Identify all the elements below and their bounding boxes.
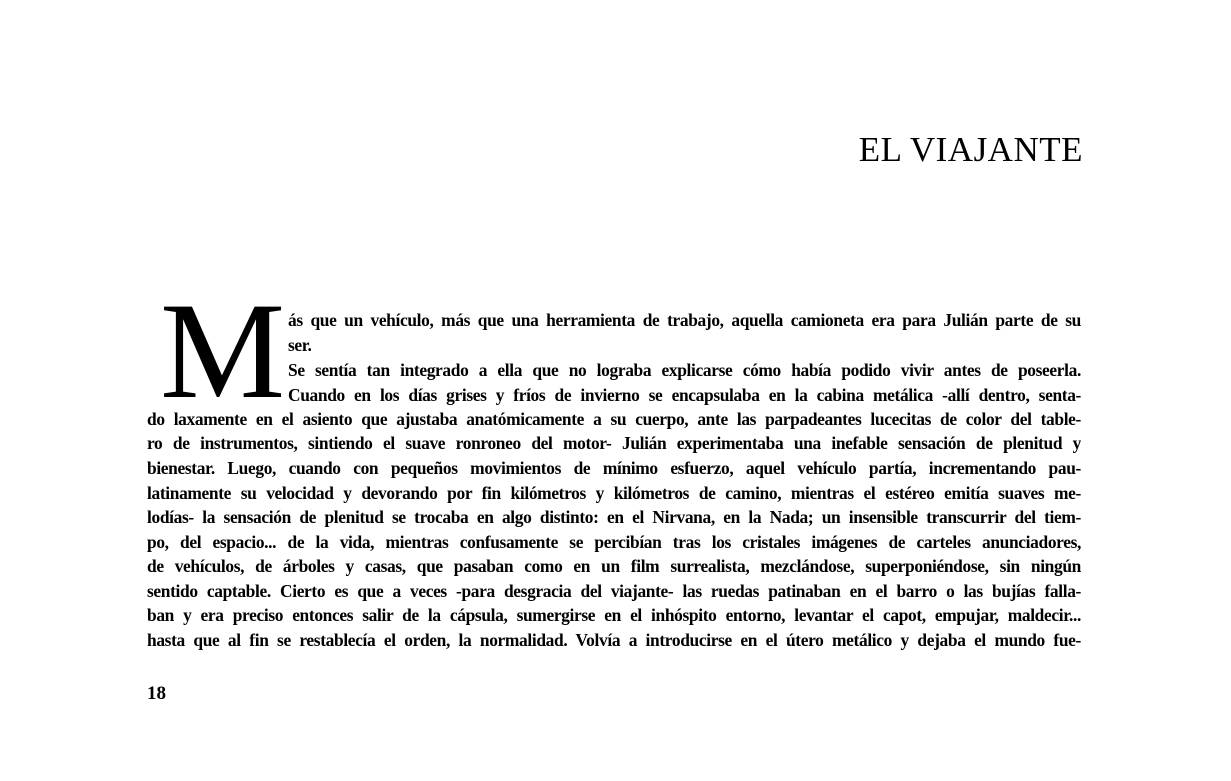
text-line: latinamente su velocidad y devorando por fin kilómetros y kilómetros de camino, mientras el estéreo emitía suaves me- <box>147 483 1081 503</box>
text-line: bienestar. Luego, cuando con pequeños movimientos de mínimo esfuerzo, aquel vehículo partía, incrementando pau- <box>147 458 1081 478</box>
text-line: ás que un vehículo, más que una herramienta de trabajo, aquella camioneta era para Julián parte de su <box>288 310 1081 330</box>
text-line: hasta que al fin se restablecía el orden, la normalidad. Volvía a introducirse en el útero metálico y dejaba el mundo fue- <box>147 630 1081 650</box>
text-line: lodías- la sensación de plenitud se trocaba en algo distinto: en el Nirvana, en la Nada; un insensible transcurrir del tiem- <box>147 507 1081 527</box>
text-line: Se sentía tan integrado a ella que no lograba explicarse cómo había podido vivir antes de poseerla. <box>288 360 1081 380</box>
text-line: sentido captable. Cierto es que a veces -para desgracia del viajante- las ruedas patinaban en el barro o las bujías falla- <box>147 581 1081 601</box>
text-line: do laxamente en el asiento que ajustaba anatómicamente a su cuerpo, ante las parpadeantes lucecitas de color del table- <box>147 409 1081 429</box>
chapter-title: EL VIAJANTE <box>858 130 1083 169</box>
text-line: ban y era preciso entonces salir de la cápsula, sumergirse en el inhóspito entorno, levantar el capot, empujar, maldecir... <box>147 605 1081 625</box>
text-line: po, del espacio... de la vida, mientras confusamente se percibían tras los cristales imágenes de carteles anunciadores, <box>147 532 1081 552</box>
text-line: Cuando en los días grises y fríos de invierno se encapsulaba en la cabina metálica -allí dentro, senta- <box>288 385 1081 405</box>
drop-cap: M <box>160 274 286 427</box>
text-line: de vehículos, de árboles y casas, que pasaban como en un film surrealista, mezclándose, superponiéndose, sin ningún <box>147 556 1081 576</box>
text-line: ro de instrumentos, sintiendo el suave ronroneo del motor- Julián experimentaba una inefable sensación de plenitud y <box>147 433 1081 453</box>
page-number: 18 <box>147 683 166 704</box>
text-line: ser. <box>288 335 312 355</box>
